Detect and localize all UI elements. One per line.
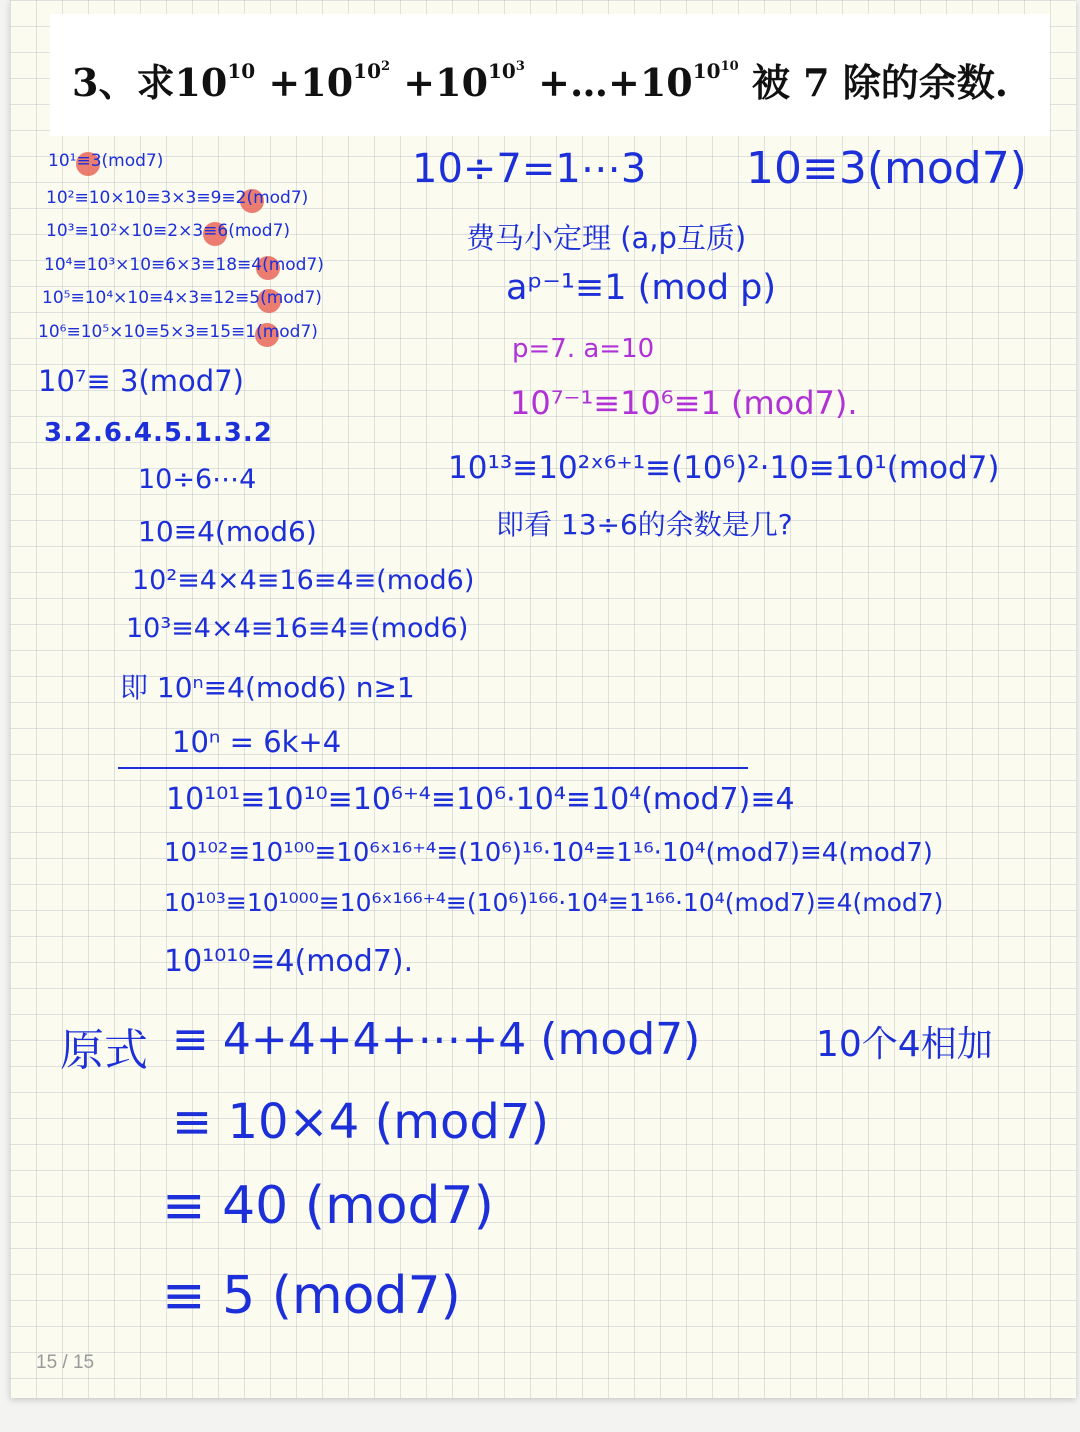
right-line-2: 10≡3(mod7)	[746, 143, 1027, 194]
ellipsis-sum: +…+	[538, 60, 640, 105]
term-exp: 102	[353, 59, 391, 83]
final-line-3: ≡ 40 (mod7)	[162, 1176, 494, 1236]
problem-tail: 被 7 除的余数.	[751, 60, 1009, 105]
power-line-4: 10¹⁰¹⁰≡4(mod7).	[164, 944, 414, 979]
divider-line	[118, 767, 748, 769]
term-base: 10	[639, 60, 693, 105]
mod6-line-6: 10ⁿ = 6k+4	[172, 725, 342, 759]
mod7-line-5: 10⁵≡10⁴×10≡4×3≡12≡5(mod7)	[42, 288, 322, 308]
term-exp: 10	[227, 59, 256, 83]
final-line-2: ≡ 10×4 (mod7)	[172, 1094, 550, 1150]
plus-sign: +	[268, 60, 301, 105]
final-line-4: ≡ 5 (mod7)	[162, 1266, 461, 1326]
mod6-line-3: 10²≡4×4≡16≡4≡(mod6)	[132, 565, 475, 596]
power-line-2: 10¹⁰²≡10¹⁰⁰≡10⁶ˣ¹⁶⁺⁴≡(10⁶)¹⁶·10⁴≡1¹⁶·10⁴(mod7)≡4(mod7)	[164, 838, 933, 868]
mod7-line-7: 10⁷≡ 3(mod7)	[38, 364, 244, 398]
final-line-1: ≡ 4+4+4+⋯+4 (mod7)	[172, 1014, 701, 1065]
fermat-title: 费马小定理 (a,p互质)	[466, 221, 747, 255]
problem-statement-box	[50, 14, 1050, 136]
page-indicator: 15 / 15	[36, 1352, 95, 1373]
power-line-1: 10¹⁰¹≡10¹⁰≡10⁶⁺⁴≡10⁶·10⁴≡10⁴(mod7)≡4	[166, 782, 795, 817]
plus-sign: +	[403, 60, 436, 105]
power-line-3: 10¹⁰³≡10¹⁰⁰⁰≡10⁶ˣ¹⁶⁶⁺⁴≡(10⁶)¹⁶⁶·10⁴≡1¹⁶⁶·10⁴(mod7)≡4(mod7)	[164, 888, 944, 917]
mod7-line-6: 10⁶≡10⁵×10≡5×3≡15≡1(mod7)	[38, 322, 318, 342]
right-line-1: 10÷7=1⋯3	[412, 146, 647, 192]
term-base: 10	[300, 60, 354, 105]
cycle-sequence: 3.2.6.4.5.1.3.2	[44, 418, 273, 448]
problem-statement	[72, 52, 1008, 107]
mod7-line-3: 10³≡10²×10≡2×3≡6(mod7)	[46, 221, 291, 241]
fermat-formula: aᵖ⁻¹≡1 (mod p)	[506, 268, 777, 308]
fermat-apply: 10⁷⁻¹≡10⁶≡1 (mod7).	[510, 384, 858, 422]
mod7-line-1: 10¹≡3(mod7)	[48, 151, 164, 171]
right-line-7: 10¹³≡10²ˣ⁶⁺¹≡(10⁶)²·10≡10¹(mod7)	[448, 450, 1000, 486]
mod6-line-5: 即 10ⁿ≡4(mod6) n≥1	[120, 671, 415, 704]
mod7-line-2: 10²≡10×10≡3×3≡9≡2(mod7)	[46, 188, 309, 208]
mod7-line-4: 10⁴≡10³×10≡6×3≡18≡4(mod7)	[44, 255, 324, 275]
right-line-8: 即看 13÷6的余数是几?	[496, 508, 793, 541]
mod6-line-1: 10÷6⋯4	[138, 464, 257, 495]
final-label: 原式	[60, 1025, 148, 1076]
term-exp: 1010	[692, 59, 739, 83]
term-base: 10	[435, 60, 489, 105]
fermat-params: p=7. a=10	[512, 334, 655, 364]
final-note: 10个4相加	[816, 1024, 993, 1065]
term-exp: 103	[488, 59, 525, 83]
mod6-line-4: 10³≡4×4≡16≡4≡(mod6)	[126, 613, 469, 644]
term-base: 10	[174, 60, 228, 105]
mod6-line-2: 10≡4(mod6)	[138, 515, 317, 548]
problem-number: 3、求	[72, 60, 175, 105]
